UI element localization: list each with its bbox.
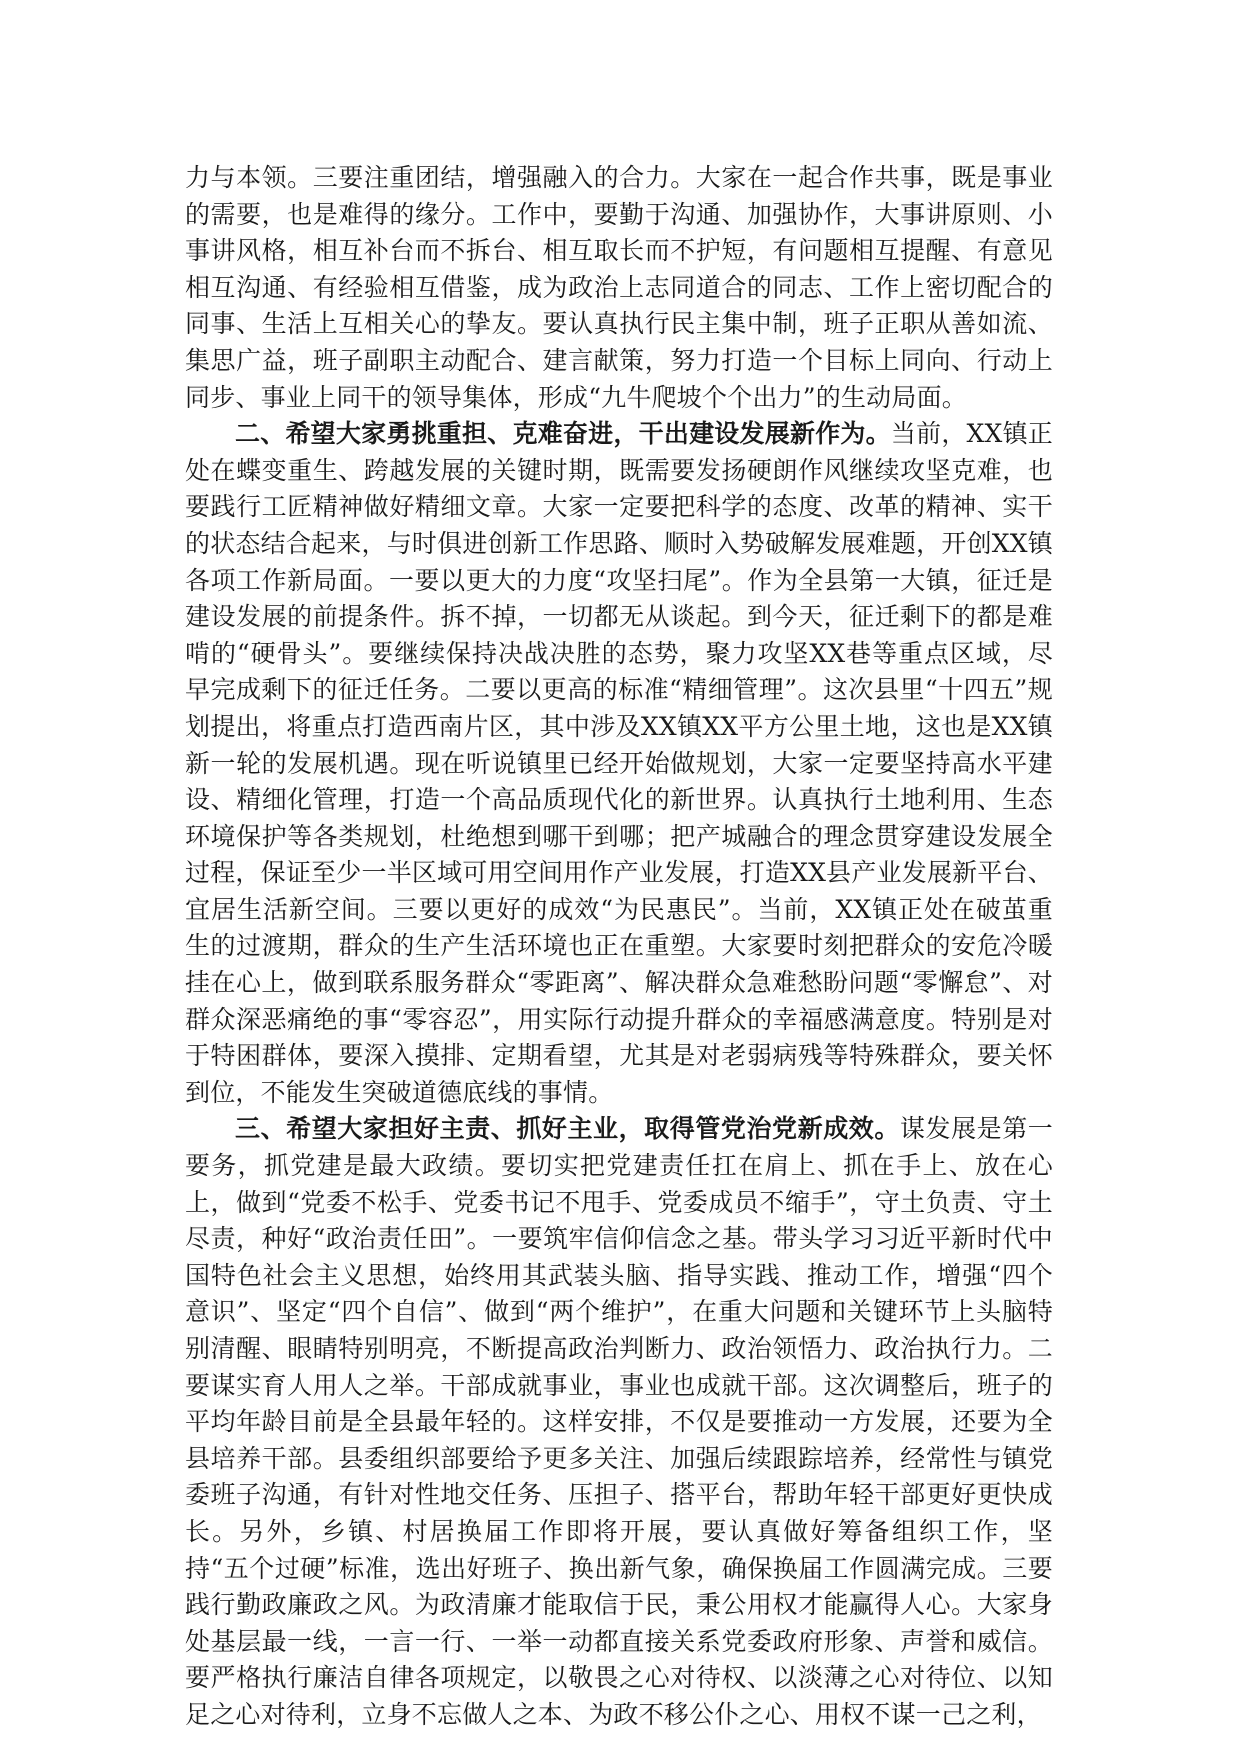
paragraph-body: 当前，XX镇正处在蝶变重生、跨越发展的关键时期，既需要发扬硬朗作风继续攻坚克难，也要践行工匠精神做好精细文章。大家一定要把科学的态度、改革的精神、实干的状态结合起来，与时俱进创新工作思路、顺时入势破解发展难题，开创XX镇各项工作新局面。一要以更大的力度“攻坚扫尾”。作为全县第一大镇，征迁是建设发展的前提条件。拆不掉，一切都无从谈起。到今天，征迁剩下的都是难啃的“硬骨头”。要继续保持决战决胜的态势，聚力攻坚XX巷等重点区域，尽早完成剩下的征迁任务。二要以更高的标准“精细管理”。这次县里“十四五”规划提出，将重点打造西南片区，其中涉及XX镇XX平方公里土地，这也是XX镇新一轮的发展机遇。现在听说镇里已经开始做规划，大家一定要坚持高水平建设、精细化管理，打造一个高品质现代化的新世界。认真执行土地利用、生态环境保护等各类规划，杜绝想到哪干到哪；把产城融合的理念贯穿建设发展全过程，保证至少一半区域可用空间用作产业发展，打造XX县产业发展新平台、宜居生活新空间。三要以更好的成效“为民惠民”。当前，XX镇正处在破茧重生的过渡期，群众的生产生活环境也正在重塑。大家要时刻把群众的安危冷暖挂在心上，做到联系服务群众“零距离”、解决群众急难愁盼问题“零懈怠”、对群众深恶痛绝的事“零容忍”，用实际行动提升群众的幸福感满意度。特别是对于特困群体，要深入摸排、定期看望，尤其是对老弱病残等特殊群众，要关怀到位，不能发生突破道德底线的事情。	[185, 419, 1053, 1107]
section-two-heading: 二、希望大家勇挑重担、克难奋进，干出建设发展新作为。	[235, 419, 891, 449]
paragraph-continuation	[185, 160, 1053, 416]
document-page	[185, 160, 1053, 1734]
section-three-heading: 三、希望大家担好主责、抓好主业，取得管党治党新成效。	[235, 1114, 900, 1144]
paragraph-body: 力与本领。三要注重团结，增强融入的合力。大家在一起合作共事，既是事业的需要，也是难得的缘分。工作中，要勤于沟通、加强协作，大事讲原则、小事讲风格，相互补台而不拆台、相互取长而不护短，有问题相互提醒、有意见相互沟通、有经验相互借鉴，成为政治上志同道合的同志、工作上密切配合的同事、生活上互相关心的挚友。要认真执行民主集中制，班子正职从善如流、集思广益，班子副职主动配合、建言献策，努力打造一个目标上同向、行动上同步、事业上同干的领导集体，形成“九牛爬坡个个出力”的生动局面。	[185, 163, 1053, 412]
paragraph-section-three	[185, 1111, 1053, 1733]
paragraph-body: 谋发展是第一要务，抓党建是最大政绩。要切实把党建责任扛在肩上、抓在手上、放在心上，做到“党委不松手、党委书记不甩手、党委成员不缩手”，守土负责、守土尽责，种好“政治责任田”。一要筑牢信仰信念之基。带头学习习近平新时代中国特色社会主义思想，始终用其武装头脑、指导实践、推动工作，增强“四个意识”、坚定“四个自信”、做到“两个维护”，在重大问题和关键环节上头脑特别清醒、眼睛特别明亮，不断提高政治判断力、政治领悟力、政治执行力。二要谋实育人用人之举。干部成就事业，事业也成就干部。这次调整后，班子的平均年龄目前是全县最年轻的。这样安排，不仅是要推动一方发展，还要为全县培养干部。县委组织部要给予更多关注、加强后续跟踪培养，经常性与镇党委班子沟通，有针对性地交任务、压担子、搭平台，帮助年轻干部更好更快成长。另外，乡镇、村居换届工作即将开展，要认真做好筹备组织工作，坚持“五个过硬”标准，选出好班子、换出新气象，确保换届工作圆满完成。三要践行勤政廉政之风。为政清廉才能取信于民，秉公用权才能赢得人心。大家身处基层最一线，一言一行、一举一动都直接关系党委政府形象、声誉和威信。要严格执行廉洁自律各项规定，以敬畏之心对待权、以淡薄之心对待位、以知足之心对待利，立身不忘做人之本、为政不移公仆之心、用权不谋一己之利，	[185, 1114, 1054, 1729]
paragraph-section-two	[185, 416, 1053, 1111]
